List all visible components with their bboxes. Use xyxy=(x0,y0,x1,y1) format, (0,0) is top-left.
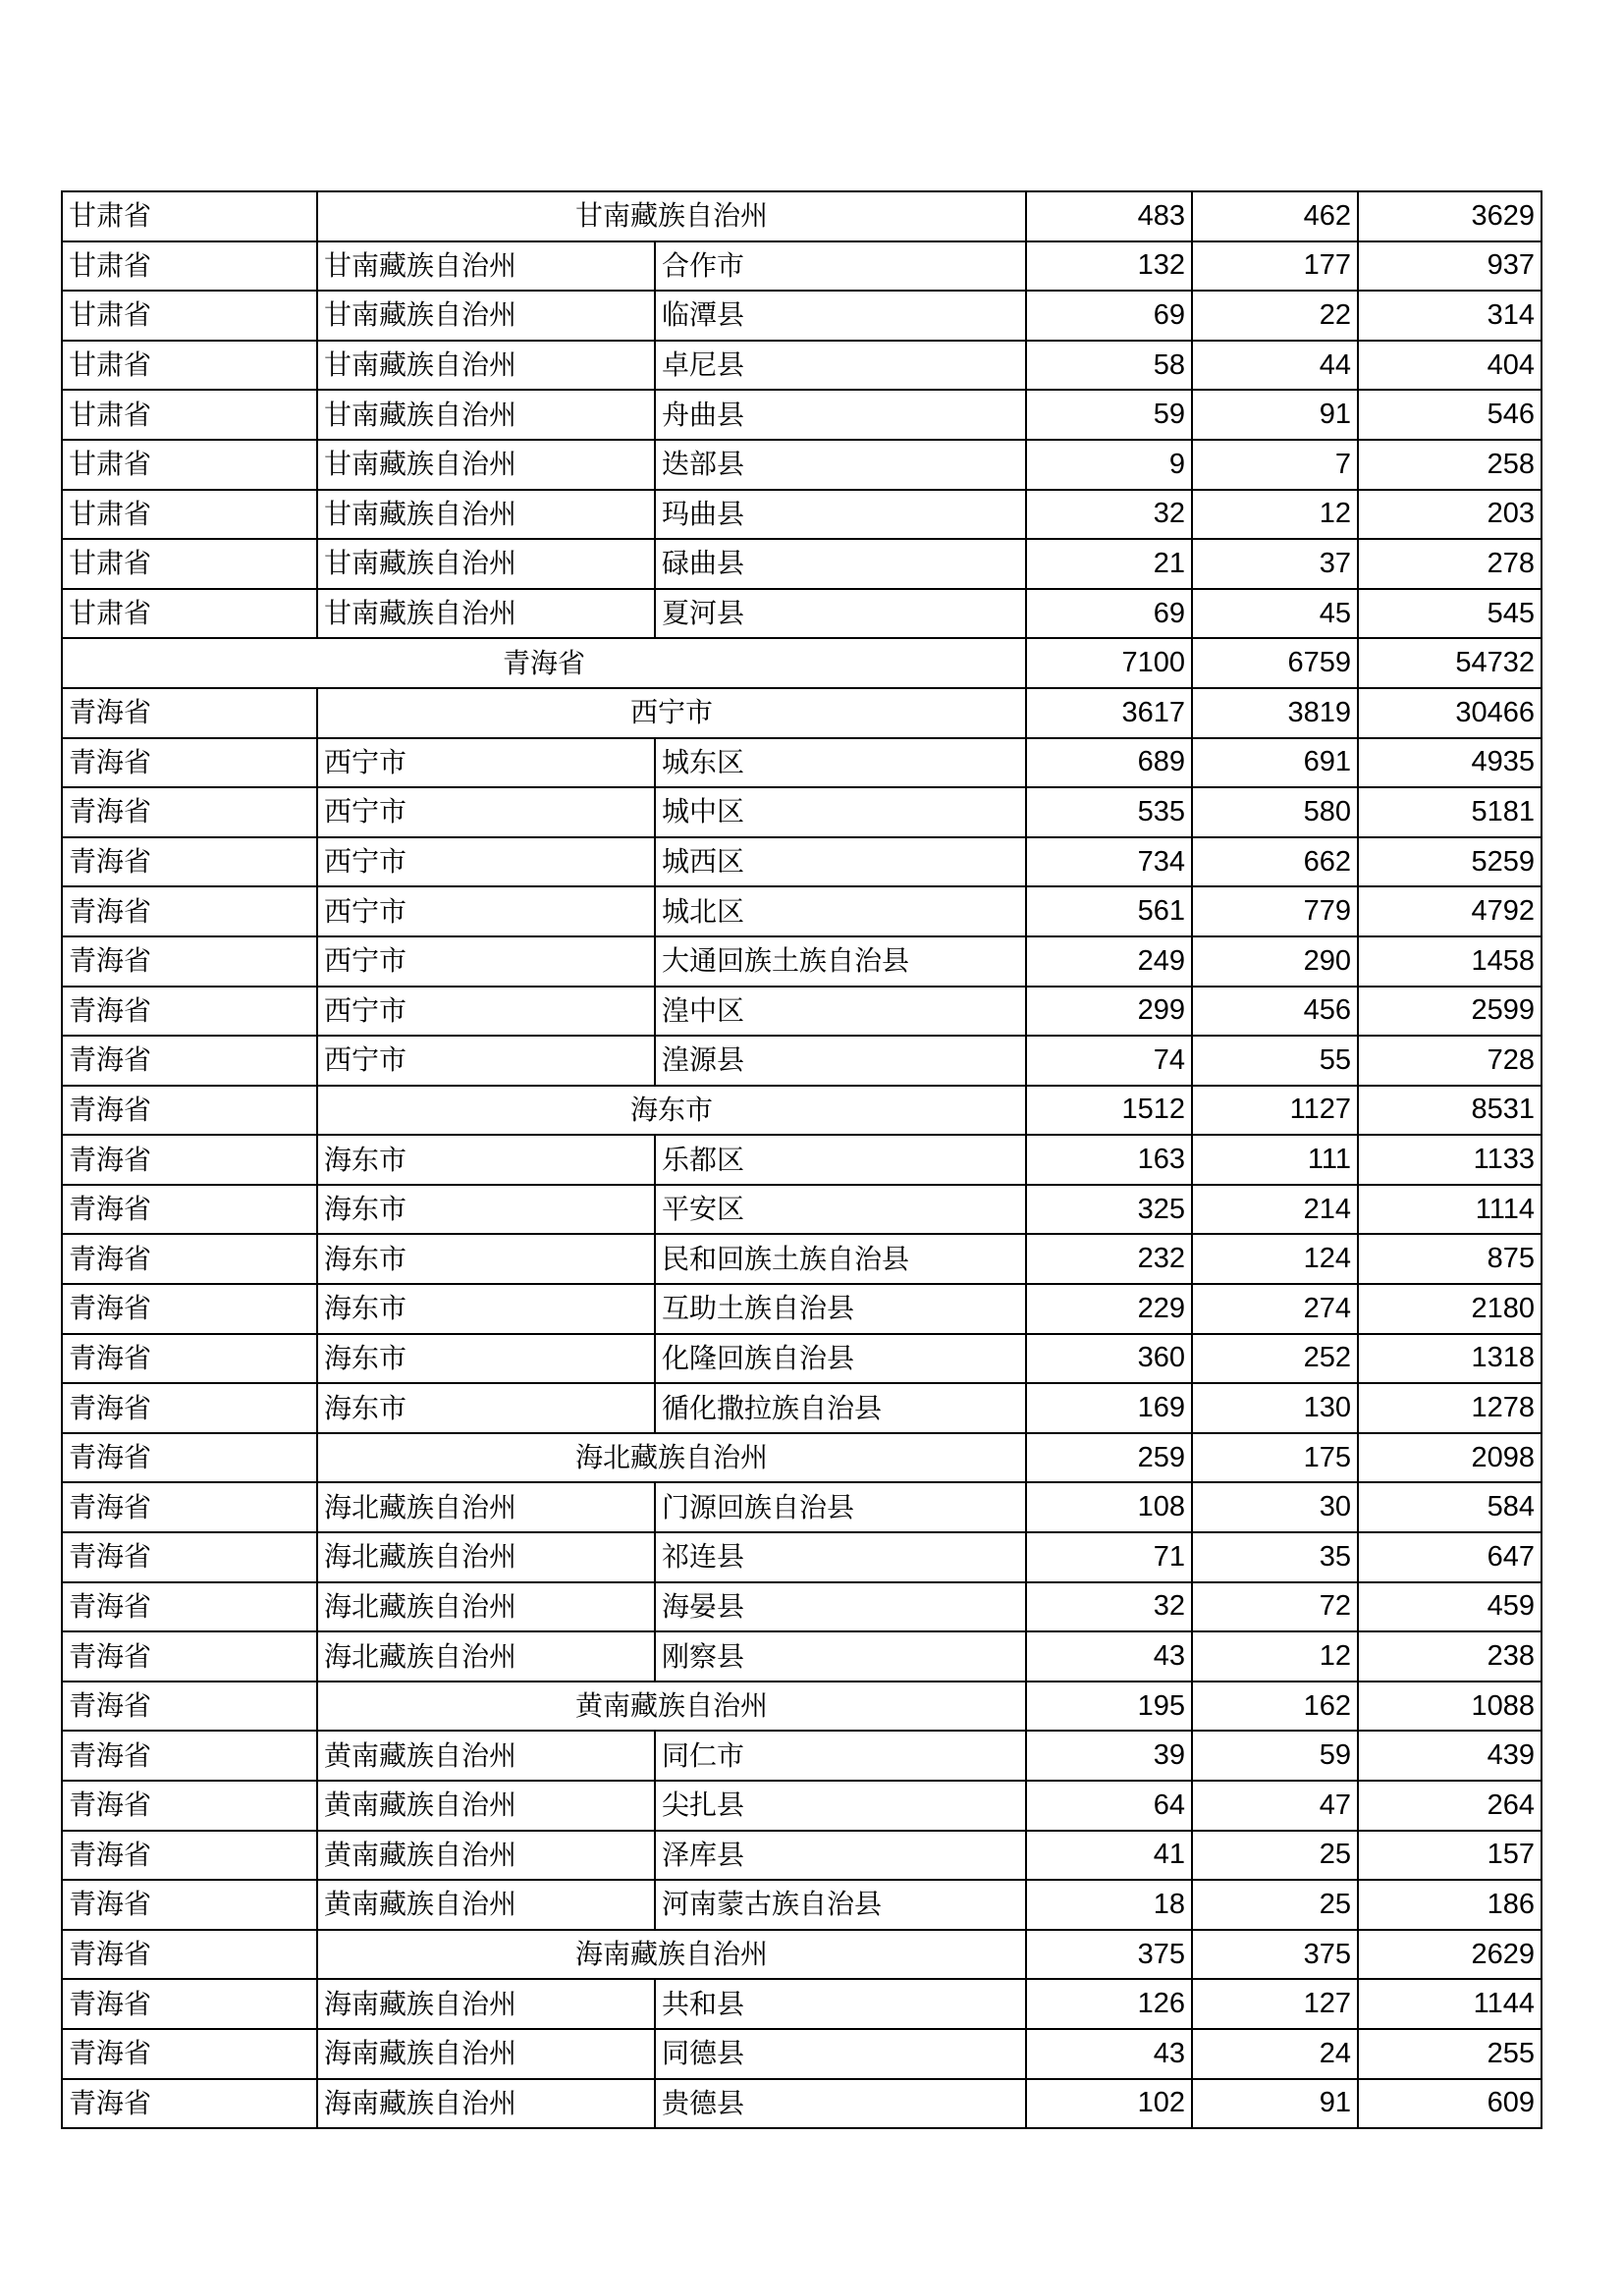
value-col-3: 459 xyxy=(1358,1582,1542,1632)
value-col-1: 689 xyxy=(1026,738,1192,788)
value-col-3: 264 xyxy=(1358,1781,1542,1831)
city-row xyxy=(62,1086,1542,1136)
county-row xyxy=(62,1334,1542,1384)
value-col-1: 325 xyxy=(1026,1185,1192,1235)
value-col-3: 1133 xyxy=(1358,1135,1542,1185)
province-total-label: 青海省 xyxy=(62,638,1026,688)
value-col-1: 32 xyxy=(1026,1582,1192,1632)
value-col-3: 2098 xyxy=(1358,1433,1542,1483)
city-cell: 海北藏族自治州 xyxy=(317,1631,655,1682)
county-cell: 湟中区 xyxy=(655,987,1026,1037)
value-col-2: 25 xyxy=(1192,1880,1358,1930)
county-row xyxy=(62,936,1542,987)
value-col-3: 314 xyxy=(1358,291,1542,341)
city-total-label: 海北藏族自治州 xyxy=(317,1433,1026,1483)
province-cell: 甘肃省 xyxy=(62,490,317,540)
value-col-3: 4935 xyxy=(1358,738,1542,788)
value-col-1: 3617 xyxy=(1026,688,1192,738)
province-cell: 青海省 xyxy=(62,1234,317,1284)
county-cell: 民和回族土族自治县 xyxy=(655,1234,1026,1284)
city-cell: 海南藏族自治州 xyxy=(317,2079,655,2129)
value-col-2: 12 xyxy=(1192,490,1358,540)
value-col-2: 47 xyxy=(1192,1781,1358,1831)
province-cell: 青海省 xyxy=(62,1831,317,1881)
value-col-1: 108 xyxy=(1026,1482,1192,1532)
city-cell: 黄南藏族自治州 xyxy=(317,1731,655,1781)
city-cell: 甘南藏族自治州 xyxy=(317,539,655,589)
value-col-3: 5259 xyxy=(1358,837,1542,887)
city-cell: 海东市 xyxy=(317,1383,655,1433)
value-col-2: 456 xyxy=(1192,987,1358,1037)
city-row xyxy=(62,1682,1542,1732)
province-cell: 青海省 xyxy=(62,1185,317,1235)
value-col-1: 249 xyxy=(1026,936,1192,987)
province-cell: 青海省 xyxy=(62,1036,317,1086)
city-cell: 甘南藏族自治州 xyxy=(317,291,655,341)
value-col-1: 229 xyxy=(1026,1284,1192,1334)
city-cell: 黄南藏族自治州 xyxy=(317,1831,655,1881)
value-col-3: 2180 xyxy=(1358,1284,1542,1334)
province-cell: 青海省 xyxy=(62,1582,317,1632)
value-col-2: 111 xyxy=(1192,1135,1358,1185)
value-col-1: 299 xyxy=(1026,987,1192,1037)
city-total-label: 黄南藏族自治州 xyxy=(317,1682,1026,1732)
city-cell: 西宁市 xyxy=(317,987,655,1037)
value-col-3: 278 xyxy=(1358,539,1542,589)
value-col-3: 1144 xyxy=(1358,1979,1542,2029)
value-col-2: 44 xyxy=(1192,341,1358,391)
city-total-label: 西宁市 xyxy=(317,688,1026,738)
value-col-1: 59 xyxy=(1026,390,1192,440)
value-col-1: 18 xyxy=(1026,1880,1192,1930)
province-cell: 甘肃省 xyxy=(62,589,317,639)
value-col-1: 43 xyxy=(1026,2029,1192,2079)
value-col-3: 647 xyxy=(1358,1532,1542,1582)
statistics-table xyxy=(61,190,1542,2129)
value-col-3: 728 xyxy=(1358,1036,1542,1086)
city-cell: 海北藏族自治州 xyxy=(317,1482,655,1532)
county-cell: 同仁市 xyxy=(655,1731,1026,1781)
county-cell: 临潭县 xyxy=(655,291,1026,341)
value-col-3: 404 xyxy=(1358,341,1542,391)
county-row xyxy=(62,1482,1542,1532)
value-col-1: 169 xyxy=(1026,1383,1192,1433)
value-col-3: 54732 xyxy=(1358,638,1542,688)
county-cell: 迭部县 xyxy=(655,440,1026,490)
value-col-3: 1088 xyxy=(1358,1682,1542,1732)
city-cell: 甘南藏族自治州 xyxy=(317,241,655,292)
value-col-3: 937 xyxy=(1358,241,1542,292)
city-cell: 海北藏族自治州 xyxy=(317,1532,655,1582)
county-cell: 湟源县 xyxy=(655,1036,1026,1086)
city-cell: 西宁市 xyxy=(317,837,655,887)
county-cell: 城西区 xyxy=(655,837,1026,887)
value-col-1: 74 xyxy=(1026,1036,1192,1086)
city-cell: 海南藏族自治州 xyxy=(317,2029,655,2079)
county-row xyxy=(62,886,1542,936)
value-col-1: 132 xyxy=(1026,241,1192,292)
county-cell: 合作市 xyxy=(655,241,1026,292)
province-cell: 青海省 xyxy=(62,738,317,788)
province-cell: 青海省 xyxy=(62,1334,317,1384)
city-cell: 甘南藏族自治州 xyxy=(317,589,655,639)
county-cell: 玛曲县 xyxy=(655,490,1026,540)
county-row xyxy=(62,1731,1542,1781)
county-cell: 刚察县 xyxy=(655,1631,1026,1682)
value-col-3: 3629 xyxy=(1358,191,1542,241)
city-total-label: 甘南藏族自治州 xyxy=(317,191,1026,241)
city-cell: 甘南藏族自治州 xyxy=(317,390,655,440)
value-col-1: 232 xyxy=(1026,1234,1192,1284)
value-col-2: 252 xyxy=(1192,1334,1358,1384)
value-col-3: 2599 xyxy=(1358,987,1542,1037)
county-row xyxy=(62,589,1542,639)
value-col-3: 1458 xyxy=(1358,936,1542,987)
city-row xyxy=(62,688,1542,738)
value-col-1: 64 xyxy=(1026,1781,1192,1831)
county-row xyxy=(62,440,1542,490)
county-row xyxy=(62,837,1542,887)
province-cell: 青海省 xyxy=(62,2079,317,2129)
value-col-1: 7100 xyxy=(1026,638,1192,688)
province-cell: 甘肃省 xyxy=(62,390,317,440)
province-cell: 青海省 xyxy=(62,886,317,936)
province-cell: 青海省 xyxy=(62,1433,317,1483)
value-col-2: 91 xyxy=(1192,2079,1358,2129)
value-col-2: 177 xyxy=(1192,241,1358,292)
value-col-1: 58 xyxy=(1026,341,1192,391)
province-row xyxy=(62,638,1542,688)
county-cell: 海晏县 xyxy=(655,1582,1026,1632)
county-cell: 夏河县 xyxy=(655,589,1026,639)
province-cell: 甘肃省 xyxy=(62,341,317,391)
city-cell: 黄南藏族自治州 xyxy=(317,1781,655,1831)
value-col-2: 6759 xyxy=(1192,638,1358,688)
province-cell: 甘肃省 xyxy=(62,440,317,490)
county-cell: 乐都区 xyxy=(655,1135,1026,1185)
value-col-1: 71 xyxy=(1026,1532,1192,1582)
province-cell: 青海省 xyxy=(62,2029,317,2079)
county-row xyxy=(62,2029,1542,2079)
value-col-2: 580 xyxy=(1192,787,1358,837)
county-cell: 河南蒙古族自治县 xyxy=(655,1880,1026,1930)
county-row xyxy=(62,738,1542,788)
county-row xyxy=(62,1631,1542,1682)
value-col-2: 91 xyxy=(1192,390,1358,440)
county-cell: 城中区 xyxy=(655,787,1026,837)
value-col-3: 157 xyxy=(1358,1831,1542,1881)
county-row xyxy=(62,787,1542,837)
city-cell: 黄南藏族自治州 xyxy=(317,1880,655,1930)
city-cell: 海南藏族自治州 xyxy=(317,1979,655,2029)
value-col-1: 126 xyxy=(1026,1979,1192,2029)
value-col-2: 779 xyxy=(1192,886,1358,936)
value-col-1: 41 xyxy=(1026,1831,1192,1881)
value-col-2: 274 xyxy=(1192,1284,1358,1334)
value-col-1: 21 xyxy=(1026,539,1192,589)
city-total-label: 海东市 xyxy=(317,1086,1026,1136)
value-col-2: 55 xyxy=(1192,1036,1358,1086)
city-row xyxy=(62,191,1542,241)
city-cell: 西宁市 xyxy=(317,1036,655,1086)
province-cell: 青海省 xyxy=(62,1930,317,1980)
value-col-1: 102 xyxy=(1026,2079,1192,2129)
value-col-3: 545 xyxy=(1358,589,1542,639)
value-col-2: 662 xyxy=(1192,837,1358,887)
province-cell: 甘肃省 xyxy=(62,291,317,341)
value-col-2: 130 xyxy=(1192,1383,1358,1433)
value-col-2: 37 xyxy=(1192,539,1358,589)
value-col-1: 360 xyxy=(1026,1334,1192,1384)
province-cell: 青海省 xyxy=(62,1880,317,1930)
county-cell: 循化撒拉族自治县 xyxy=(655,1383,1026,1433)
value-col-1: 39 xyxy=(1026,1731,1192,1781)
value-col-1: 535 xyxy=(1026,787,1192,837)
county-cell: 泽库县 xyxy=(655,1831,1026,1881)
county-row xyxy=(62,1383,1542,1433)
value-col-3: 439 xyxy=(1358,1731,1542,1781)
value-col-2: 24 xyxy=(1192,2029,1358,2079)
value-col-3: 8531 xyxy=(1358,1086,1542,1136)
county-row xyxy=(62,1532,1542,1582)
value-col-2: 127 xyxy=(1192,1979,1358,2029)
value-col-3: 4792 xyxy=(1358,886,1542,936)
county-cell: 城东区 xyxy=(655,738,1026,788)
province-cell: 青海省 xyxy=(62,787,317,837)
province-cell: 青海省 xyxy=(62,1631,317,1682)
city-cell: 海北藏族自治州 xyxy=(317,1582,655,1632)
province-cell: 青海省 xyxy=(62,1781,317,1831)
county-cell: 门源回族自治县 xyxy=(655,1482,1026,1532)
value-col-1: 69 xyxy=(1026,589,1192,639)
county-cell: 平安区 xyxy=(655,1185,1026,1235)
value-col-3: 30466 xyxy=(1358,688,1542,738)
value-col-2: 25 xyxy=(1192,1831,1358,1881)
province-cell: 青海省 xyxy=(62,1086,317,1136)
county-cell: 碌曲县 xyxy=(655,539,1026,589)
city-row xyxy=(62,1433,1542,1483)
value-col-3: 255 xyxy=(1358,2029,1542,2079)
value-col-3: 609 xyxy=(1358,2079,1542,2129)
county-row xyxy=(62,390,1542,440)
city-total-label: 海南藏族自治州 xyxy=(317,1930,1026,1980)
value-col-2: 1127 xyxy=(1192,1086,1358,1136)
county-row xyxy=(62,2079,1542,2129)
value-col-1: 69 xyxy=(1026,291,1192,341)
county-row xyxy=(62,1135,1542,1185)
value-col-2: 45 xyxy=(1192,589,1358,639)
county-row xyxy=(62,1284,1542,1334)
county-cell: 舟曲县 xyxy=(655,390,1026,440)
county-cell: 大通回族土族自治县 xyxy=(655,936,1026,987)
value-col-1: 32 xyxy=(1026,490,1192,540)
value-col-1: 561 xyxy=(1026,886,1192,936)
value-col-2: 72 xyxy=(1192,1582,1358,1632)
province-cell: 甘肃省 xyxy=(62,191,317,241)
city-cell: 西宁市 xyxy=(317,787,655,837)
province-cell: 青海省 xyxy=(62,1482,317,1532)
value-col-2: 30 xyxy=(1192,1482,1358,1532)
county-row xyxy=(62,539,1542,589)
value-col-3: 238 xyxy=(1358,1631,1542,1682)
province-cell: 甘肃省 xyxy=(62,539,317,589)
province-cell: 青海省 xyxy=(62,688,317,738)
value-col-3: 1278 xyxy=(1358,1383,1542,1433)
value-col-2: 59 xyxy=(1192,1731,1358,1781)
value-col-3: 584 xyxy=(1358,1482,1542,1532)
province-cell: 青海省 xyxy=(62,1682,317,1732)
province-cell: 青海省 xyxy=(62,1135,317,1185)
value-col-2: 691 xyxy=(1192,738,1358,788)
county-row xyxy=(62,1582,1542,1632)
county-cell: 贵德县 xyxy=(655,2079,1026,2129)
city-cell: 甘南藏族自治州 xyxy=(317,490,655,540)
county-cell: 化隆回族自治县 xyxy=(655,1334,1026,1384)
value-col-1: 43 xyxy=(1026,1631,1192,1682)
value-col-2: 124 xyxy=(1192,1234,1358,1284)
province-cell: 青海省 xyxy=(62,1979,317,2029)
value-col-1: 259 xyxy=(1026,1433,1192,1483)
city-cell: 西宁市 xyxy=(317,738,655,788)
city-cell: 海东市 xyxy=(317,1334,655,1384)
value-col-2: 3819 xyxy=(1192,688,1358,738)
county-cell: 祁连县 xyxy=(655,1532,1026,1582)
county-row xyxy=(62,1979,1542,2029)
value-col-2: 214 xyxy=(1192,1185,1358,1235)
county-row xyxy=(62,291,1542,341)
value-col-3: 258 xyxy=(1358,440,1542,490)
county-row xyxy=(62,1831,1542,1881)
value-col-3: 5181 xyxy=(1358,787,1542,837)
county-row xyxy=(62,241,1542,292)
value-col-2: 22 xyxy=(1192,291,1358,341)
value-col-3: 546 xyxy=(1358,390,1542,440)
province-cell: 甘肃省 xyxy=(62,241,317,292)
value-col-2: 462 xyxy=(1192,191,1358,241)
value-col-2: 162 xyxy=(1192,1682,1358,1732)
city-cell: 海东市 xyxy=(317,1284,655,1334)
county-row xyxy=(62,490,1542,540)
value-col-2: 290 xyxy=(1192,936,1358,987)
province-cell: 青海省 xyxy=(62,1532,317,1582)
value-col-2: 7 xyxy=(1192,440,1358,490)
county-row xyxy=(62,1781,1542,1831)
value-col-2: 175 xyxy=(1192,1433,1358,1483)
value-col-3: 1318 xyxy=(1358,1334,1542,1384)
value-col-1: 195 xyxy=(1026,1682,1192,1732)
county-cell: 尖扎县 xyxy=(655,1781,1026,1831)
county-row xyxy=(62,341,1542,391)
value-col-1: 1512 xyxy=(1026,1086,1192,1136)
city-cell: 西宁市 xyxy=(317,936,655,987)
value-col-3: 203 xyxy=(1358,490,1542,540)
value-col-2: 12 xyxy=(1192,1631,1358,1682)
province-cell: 青海省 xyxy=(62,1284,317,1334)
value-col-1: 483 xyxy=(1026,191,1192,241)
province-cell: 青海省 xyxy=(62,987,317,1037)
value-col-1: 163 xyxy=(1026,1135,1192,1185)
province-cell: 青海省 xyxy=(62,837,317,887)
county-cell: 卓尼县 xyxy=(655,341,1026,391)
city-cell: 西宁市 xyxy=(317,886,655,936)
value-col-3: 186 xyxy=(1358,1880,1542,1930)
city-cell: 甘南藏族自治州 xyxy=(317,341,655,391)
county-row xyxy=(62,987,1542,1037)
statistics-table-body xyxy=(62,191,1542,2128)
county-row xyxy=(62,1036,1542,1086)
value-col-1: 734 xyxy=(1026,837,1192,887)
city-row xyxy=(62,1930,1542,1980)
value-col-3: 875 xyxy=(1358,1234,1542,1284)
value-col-3: 2629 xyxy=(1358,1930,1542,1980)
value-col-3: 1114 xyxy=(1358,1185,1542,1235)
county-row xyxy=(62,1234,1542,1284)
value-col-1: 375 xyxy=(1026,1930,1192,1980)
value-col-1: 9 xyxy=(1026,440,1192,490)
province-cell: 青海省 xyxy=(62,936,317,987)
value-col-2: 35 xyxy=(1192,1532,1358,1582)
city-cell: 海东市 xyxy=(317,1234,655,1284)
county-cell: 城北区 xyxy=(655,886,1026,936)
city-cell: 海东市 xyxy=(317,1185,655,1235)
value-col-2: 375 xyxy=(1192,1930,1358,1980)
county-row xyxy=(62,1880,1542,1930)
province-cell: 青海省 xyxy=(62,1731,317,1781)
county-cell: 同德县 xyxy=(655,2029,1026,2079)
county-row xyxy=(62,1185,1542,1235)
county-cell: 共和县 xyxy=(655,1979,1026,2029)
county-cell: 互助土族自治县 xyxy=(655,1284,1026,1334)
city-cell: 甘南藏族自治州 xyxy=(317,440,655,490)
province-cell: 青海省 xyxy=(62,1383,317,1433)
city-cell: 海东市 xyxy=(317,1135,655,1185)
